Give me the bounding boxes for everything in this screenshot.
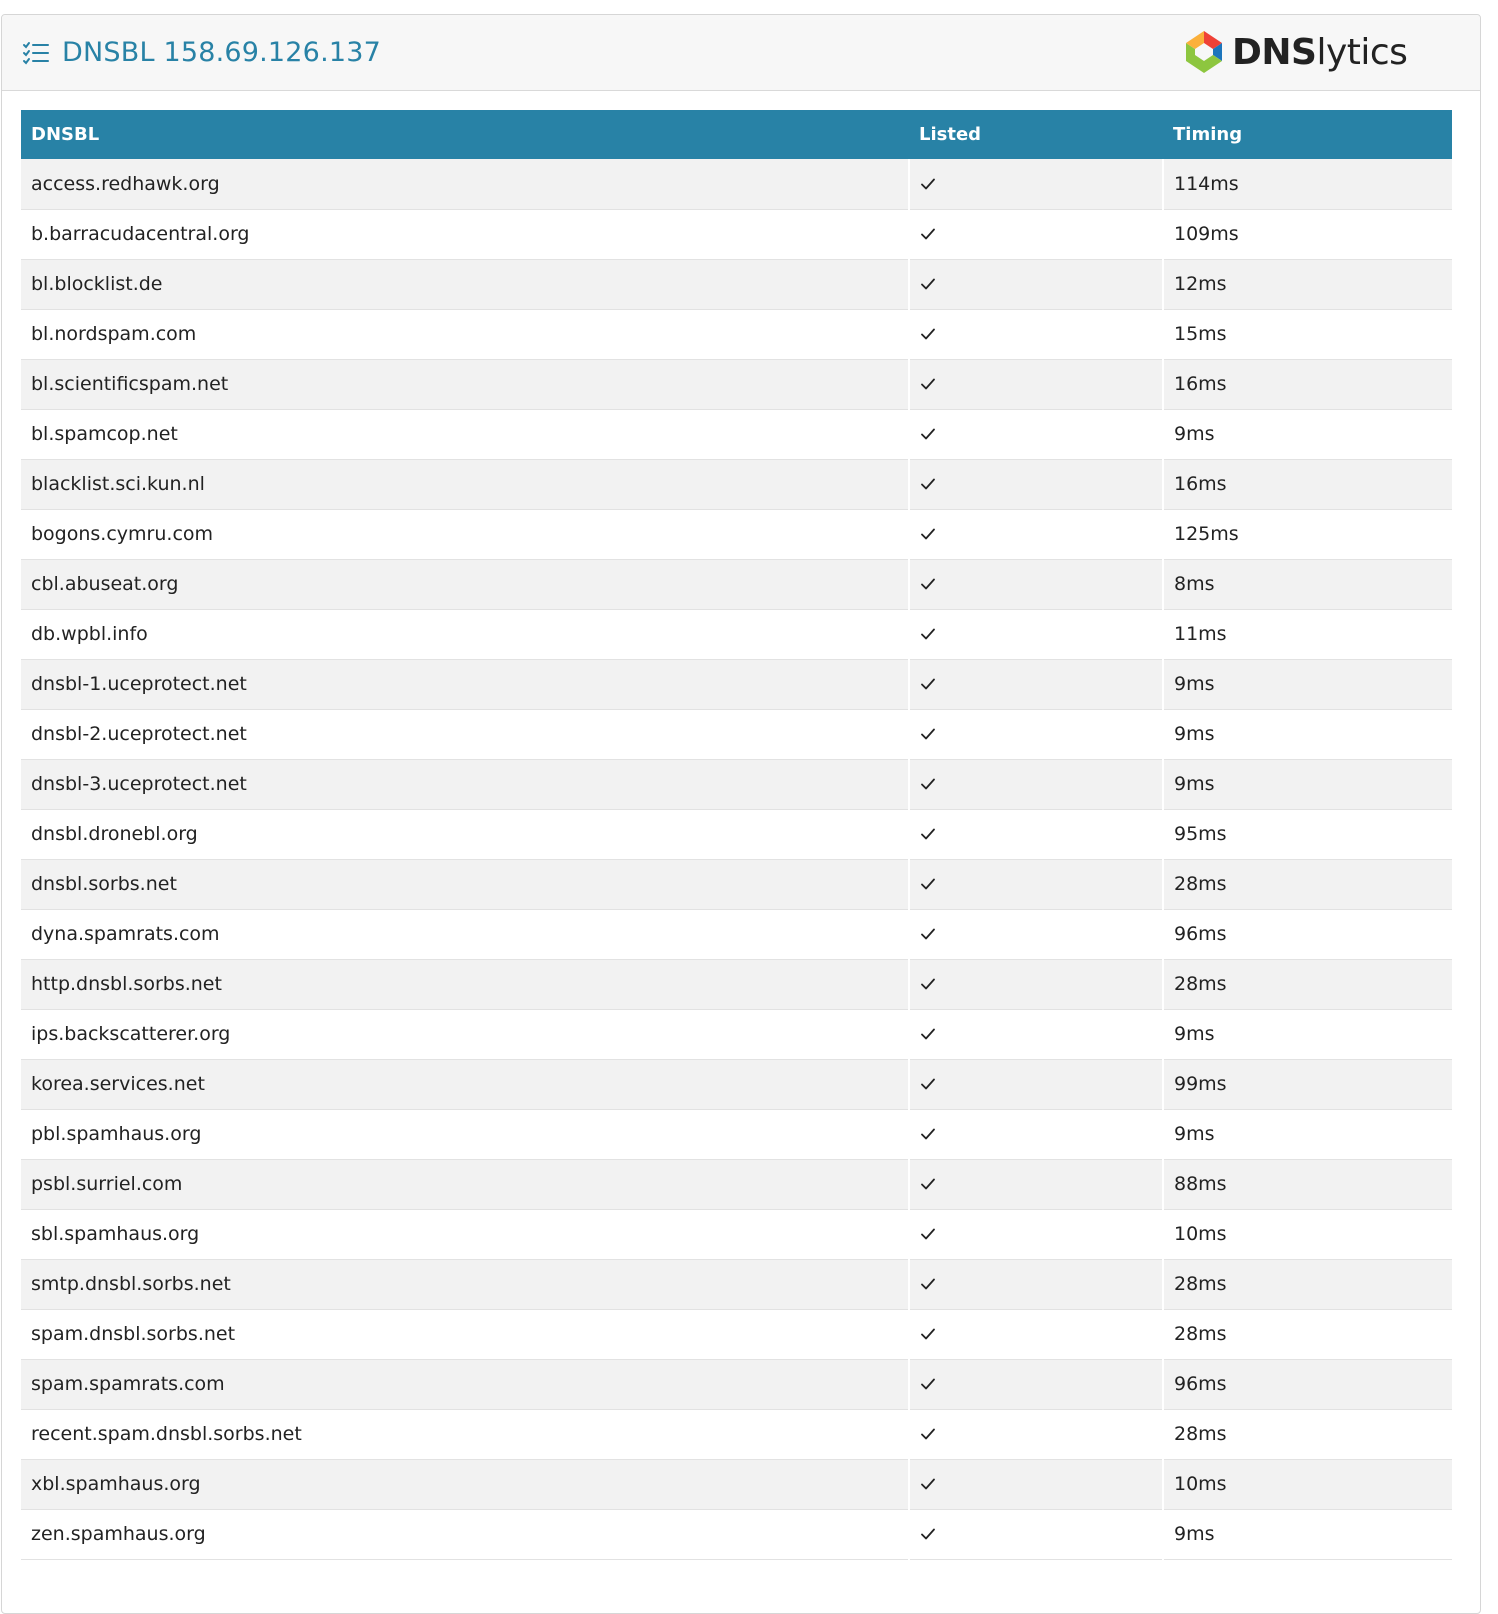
check-icon xyxy=(921,928,935,940)
check-icon xyxy=(921,778,935,790)
listed-cell xyxy=(909,1209,1163,1259)
listed-cell xyxy=(909,659,1163,709)
dnsbl-table xyxy=(21,110,1452,1560)
dnsbl-name-cell: psbl.surriel.com xyxy=(21,1159,909,1209)
check-icon xyxy=(921,1178,935,1190)
title-wrap xyxy=(22,37,381,68)
dnsbl-name-cell: spam.spamrats.com xyxy=(21,1359,909,1409)
check-icon xyxy=(921,1328,935,1340)
table-row xyxy=(21,459,1452,509)
timing-cell: 15ms xyxy=(1163,309,1452,359)
check-icon xyxy=(921,828,935,840)
dnsbl-name-cell: xbl.spamhaus.org xyxy=(21,1459,909,1509)
timing-cell: 99ms xyxy=(1163,1059,1452,1109)
timing-cell: 28ms xyxy=(1163,959,1452,1009)
dnsbl-name-cell: bl.blocklist.de xyxy=(21,259,909,309)
timing-cell: 10ms xyxy=(1163,1459,1452,1509)
listed-cell xyxy=(909,809,1163,859)
dnsbl-name-cell: bl.spamcop.net xyxy=(21,409,909,459)
timing-cell: 96ms xyxy=(1163,909,1452,959)
check-icon xyxy=(921,428,935,440)
dnsbl-name-cell: recent.spam.dnsbl.sorbs.net xyxy=(21,1409,909,1459)
check-icon xyxy=(921,1028,935,1040)
dnsbl-name-cell: dyna.spamrats.com xyxy=(21,909,909,959)
column-header-timing[interactable]: Timing xyxy=(1163,110,1452,159)
dnsbl-card xyxy=(1,14,1481,1614)
list-check-icon xyxy=(22,41,50,65)
listed-cell xyxy=(909,1509,1163,1559)
table-row xyxy=(21,159,1452,209)
logo-text xyxy=(1232,32,1407,73)
table-row xyxy=(21,309,1452,359)
table-row xyxy=(21,709,1452,759)
listed-cell xyxy=(909,859,1163,909)
check-icon xyxy=(921,228,935,240)
listed-cell xyxy=(909,909,1163,959)
listed-cell xyxy=(909,1409,1163,1459)
timing-cell: 11ms xyxy=(1163,609,1452,659)
dnsbl-name-cell: cbl.abuseat.org xyxy=(21,559,909,609)
table-row xyxy=(21,1209,1452,1259)
timing-cell: 28ms xyxy=(1163,1309,1452,1359)
timing-cell: 95ms xyxy=(1163,809,1452,859)
listed-cell xyxy=(909,1459,1163,1509)
check-icon xyxy=(921,1078,935,1090)
timing-cell: 114ms xyxy=(1163,159,1452,209)
table-row xyxy=(21,1359,1452,1409)
listed-cell xyxy=(909,309,1163,359)
table-row xyxy=(21,959,1452,1009)
check-icon xyxy=(921,1478,935,1490)
card-header xyxy=(2,15,1480,91)
check-icon xyxy=(921,1278,935,1290)
table-row xyxy=(21,909,1452,959)
timing-cell: 10ms xyxy=(1163,1209,1452,1259)
table-row xyxy=(21,1459,1452,1509)
timing-cell: 28ms xyxy=(1163,1409,1452,1459)
check-icon xyxy=(921,628,935,640)
dnsbl-name-cell: dnsbl-1.uceprotect.net xyxy=(21,659,909,709)
check-icon xyxy=(921,1528,935,1540)
table-row xyxy=(21,1109,1452,1159)
dnsbl-name-cell: ips.backscatterer.org xyxy=(21,1009,909,1059)
check-icon xyxy=(921,478,935,490)
check-icon xyxy=(921,978,935,990)
listed-cell xyxy=(909,359,1163,409)
table-row xyxy=(21,259,1452,309)
table-row xyxy=(21,1509,1452,1559)
logo-text-bold: DNS xyxy=(1232,31,1317,73)
dnsbl-name-cell: dnsbl.dronebl.org xyxy=(21,809,909,859)
check-icon xyxy=(921,1128,935,1140)
timing-cell: 16ms xyxy=(1163,459,1452,509)
listed-cell xyxy=(909,1059,1163,1109)
table-row xyxy=(21,409,1452,459)
table-header-row xyxy=(21,110,1452,159)
table-row xyxy=(21,1409,1452,1459)
dnsbl-name-cell: dnsbl-2.uceprotect.net xyxy=(21,709,909,759)
check-icon xyxy=(921,678,935,690)
dnsbl-name-cell: bl.nordspam.com xyxy=(21,309,909,359)
listed-cell xyxy=(909,1109,1163,1159)
dnsbl-name-cell: blacklist.sci.kun.nl xyxy=(21,459,909,509)
timing-cell: 9ms xyxy=(1163,709,1452,759)
check-icon xyxy=(921,328,935,340)
dnsbl-name-cell: sbl.spamhaus.org xyxy=(21,1209,909,1259)
listed-cell xyxy=(909,1309,1163,1359)
table-row xyxy=(21,609,1452,659)
dnsbl-name-cell: db.wpbl.info xyxy=(21,609,909,659)
listed-cell xyxy=(909,1359,1163,1409)
listed-cell xyxy=(909,609,1163,659)
check-icon xyxy=(921,178,935,190)
timing-cell: 28ms xyxy=(1163,859,1452,909)
column-header-dnsbl[interactable]: DNSBL xyxy=(21,110,909,159)
listed-cell xyxy=(909,709,1163,759)
check-icon xyxy=(921,378,935,390)
timing-cell: 9ms xyxy=(1163,659,1452,709)
check-icon xyxy=(921,878,935,890)
timing-cell: 9ms xyxy=(1163,759,1452,809)
timing-cell: 88ms xyxy=(1163,1159,1452,1209)
listed-cell xyxy=(909,259,1163,309)
timing-cell: 9ms xyxy=(1163,1509,1452,1559)
check-icon xyxy=(921,1378,935,1390)
listed-cell xyxy=(909,409,1163,459)
dnsbl-name-cell: smtp.dnsbl.sorbs.net xyxy=(21,1259,909,1309)
table-row xyxy=(21,1259,1452,1309)
timing-cell: 8ms xyxy=(1163,559,1452,609)
table-row xyxy=(21,859,1452,909)
check-icon xyxy=(921,728,935,740)
table-row xyxy=(21,1159,1452,1209)
listed-cell xyxy=(909,1009,1163,1059)
check-icon xyxy=(921,578,935,590)
listed-cell xyxy=(909,209,1163,259)
table-row xyxy=(21,659,1452,709)
timing-cell: 28ms xyxy=(1163,1259,1452,1309)
check-icon xyxy=(921,1428,935,1440)
check-icon xyxy=(921,528,935,540)
check-icon xyxy=(921,1228,935,1240)
table-row xyxy=(21,759,1452,809)
page-title: DNSBL 158.69.126.137 xyxy=(62,37,381,68)
listed-cell xyxy=(909,959,1163,1009)
table-row xyxy=(21,1009,1452,1059)
dnsbl-name-cell: zen.spamhaus.org xyxy=(21,1509,909,1559)
dnsbl-name-cell: bogons.cymru.com xyxy=(21,509,909,559)
listed-cell xyxy=(909,459,1163,509)
timing-cell: 125ms xyxy=(1163,509,1452,559)
listed-cell xyxy=(909,1159,1163,1209)
check-icon xyxy=(921,278,935,290)
logo-text-light: lytics xyxy=(1316,31,1408,73)
dnslytics-logo[interactable] xyxy=(1182,29,1407,75)
table-row xyxy=(21,559,1452,609)
listed-cell xyxy=(909,159,1163,209)
table-row xyxy=(21,1059,1452,1109)
table-body xyxy=(21,159,1452,1559)
dnsbl-name-cell: access.redhawk.org xyxy=(21,159,909,209)
dnsbl-name-cell: http.dnsbl.sorbs.net xyxy=(21,959,909,1009)
timing-cell: 109ms xyxy=(1163,209,1452,259)
dnsbl-name-cell: spam.dnsbl.sorbs.net xyxy=(21,1309,909,1359)
timing-cell: 9ms xyxy=(1163,409,1452,459)
table-row xyxy=(21,509,1452,559)
listed-cell xyxy=(909,1259,1163,1309)
listed-cell xyxy=(909,759,1163,809)
dnsbl-name-cell: dnsbl-3.uceprotect.net xyxy=(21,759,909,809)
dnsbl-name-cell: pbl.spamhaus.org xyxy=(21,1109,909,1159)
listed-cell xyxy=(909,509,1163,559)
timing-cell: 12ms xyxy=(1163,259,1452,309)
table-row xyxy=(21,359,1452,409)
timing-cell: 9ms xyxy=(1163,1109,1452,1159)
dnsbl-name-cell: bl.scientificspam.net xyxy=(21,359,909,409)
dnsbl-name-cell: dnsbl.sorbs.net xyxy=(21,859,909,909)
timing-cell: 9ms xyxy=(1163,1009,1452,1059)
table-row xyxy=(21,809,1452,859)
table-row xyxy=(21,209,1452,259)
dnsbl-name-cell: korea.services.net xyxy=(21,1059,909,1109)
dnsbl-name-cell: b.barracudacentral.org xyxy=(21,209,909,259)
table-row xyxy=(21,1309,1452,1359)
listed-cell xyxy=(909,559,1163,609)
column-header-listed[interactable]: Listed xyxy=(909,110,1163,159)
timing-cell: 16ms xyxy=(1163,359,1452,409)
timing-cell: 96ms xyxy=(1163,1359,1452,1409)
dnslytics-logo-mark-icon xyxy=(1182,29,1226,75)
